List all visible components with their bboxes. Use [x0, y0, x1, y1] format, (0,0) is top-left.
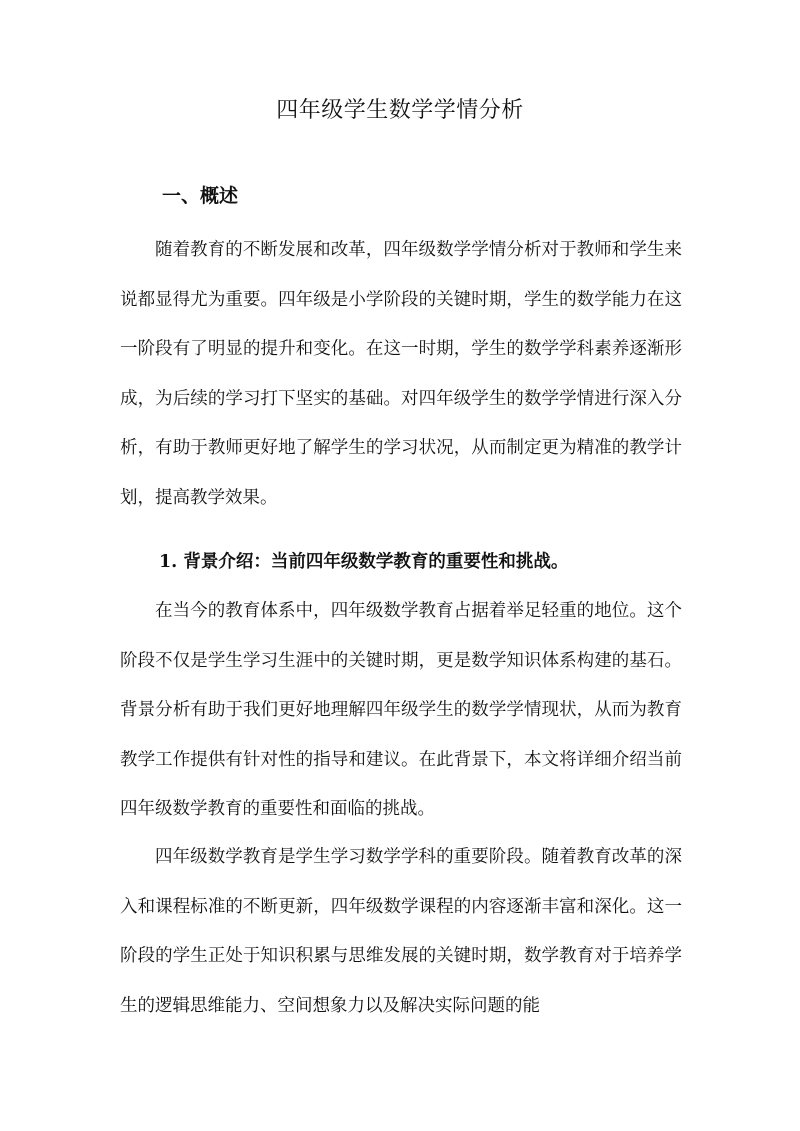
paragraph-overview: 随着教育的不断发展和改革，四年级数学学情分析对于教师和学生来说都显得尤为重要。四年级是小学阶段的关键时期，学生的数学能力在这一阶段有了明显的提升和变化。在这一时期，学生的数学学科素养逐渐形成，为后续的学习打下坚实的基础。对四年级学生的数学学情进行深入分析，有助于教师更好地了解学生的学习状况，从而制定更为精准的教学计划，提高教学效果。: [120, 240, 682, 508]
section-heading-overview: 一、概述: [162, 185, 239, 207]
paragraph-importance: 四年级数学教育是学生学习数学学科的重要阶段。随着教育改革的深入和课程标准的不断更新，四年级数学课程的内容逐渐丰富和深化。这一阶段的学生正处于知识积累与思维发展的关键时期，数学教育对于培养学生的逻辑思维能力、空间想象力以及解决实际问题的能: [120, 847, 682, 1016]
subheading-background: 1. 背景介绍：当前四年级数学教育的重要性和挑战。: [159, 552, 569, 572]
paragraph-background: 在当今的教育体系中，四年级数学教育占据着举足轻重的地位。这个阶段不仅是学生学习生涯中的关键时期，更是数学知识体系构建的基石。背景分析有助于我们更好地理解四年级学生的数学学情现状，从而为教育教学工作提供有针对性的指导和建议。在此背景下，本文将详细介绍当前四年级数学教育的重要性和面临的挑战。: [120, 601, 682, 819]
document-title: 四年级学生数学学情分析: [276, 98, 524, 123]
